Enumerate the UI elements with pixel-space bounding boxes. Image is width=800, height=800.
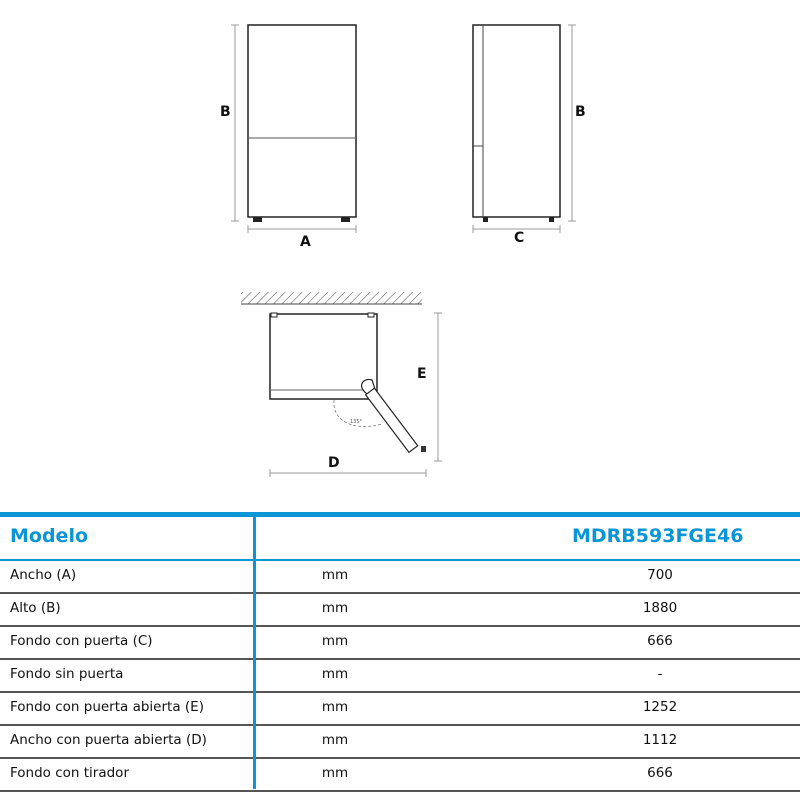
row-value: 666	[647, 765, 673, 781]
row-unit: mm	[321, 732, 349, 748]
row-unit: mm	[321, 633, 349, 649]
row-label: Fondo con tirador	[10, 765, 129, 781]
table-row	[0, 594, 800, 627]
row-value: -	[657, 666, 663, 682]
top-depth-open-label: E	[417, 366, 427, 382]
row-label: Ancho (A)	[10, 567, 77, 583]
table-row	[0, 726, 800, 759]
row-label: Alto (B)	[10, 600, 61, 616]
table-row	[0, 561, 800, 594]
table-body	[0, 561, 800, 792]
front-view	[231, 25, 356, 233]
row-unit: mm	[321, 567, 349, 583]
row-unit: mm	[321, 666, 349, 682]
table-row	[0, 693, 800, 726]
row-value: 1880	[642, 600, 678, 616]
front-height-label: B	[220, 104, 231, 120]
row-label: Fondo con puerta (C)	[10, 633, 153, 649]
front-width-label: A	[300, 234, 311, 250]
row-value: 666	[647, 633, 673, 649]
row-label: Ancho con puerta abierta (D)	[10, 732, 207, 748]
row-value: 1112	[642, 732, 678, 748]
row-value: 700	[647, 567, 673, 583]
header-model-label: Modelo	[10, 525, 89, 547]
door-angle-label: 135°	[350, 419, 363, 425]
row-unit: mm	[321, 765, 349, 781]
row-value: 1252	[642, 699, 678, 715]
table-column-divider	[253, 515, 256, 789]
table-row	[0, 660, 800, 693]
row-label: Fondo sin puerta	[10, 666, 124, 682]
side-height-label: B	[575, 104, 586, 120]
top-view	[241, 292, 442, 477]
side-depth-label: C	[514, 230, 525, 246]
header-model-name: MDRB593FGE46	[572, 525, 744, 547]
side-view	[473, 25, 576, 233]
table-row	[0, 759, 800, 792]
row-unit: mm	[321, 600, 349, 616]
row-unit: mm	[321, 699, 349, 715]
top-width-open-label: D	[328, 455, 340, 471]
table-row	[0, 627, 800, 660]
table-header-row	[0, 517, 800, 561]
row-label: Fondo con puerta abierta (E)	[10, 699, 204, 715]
